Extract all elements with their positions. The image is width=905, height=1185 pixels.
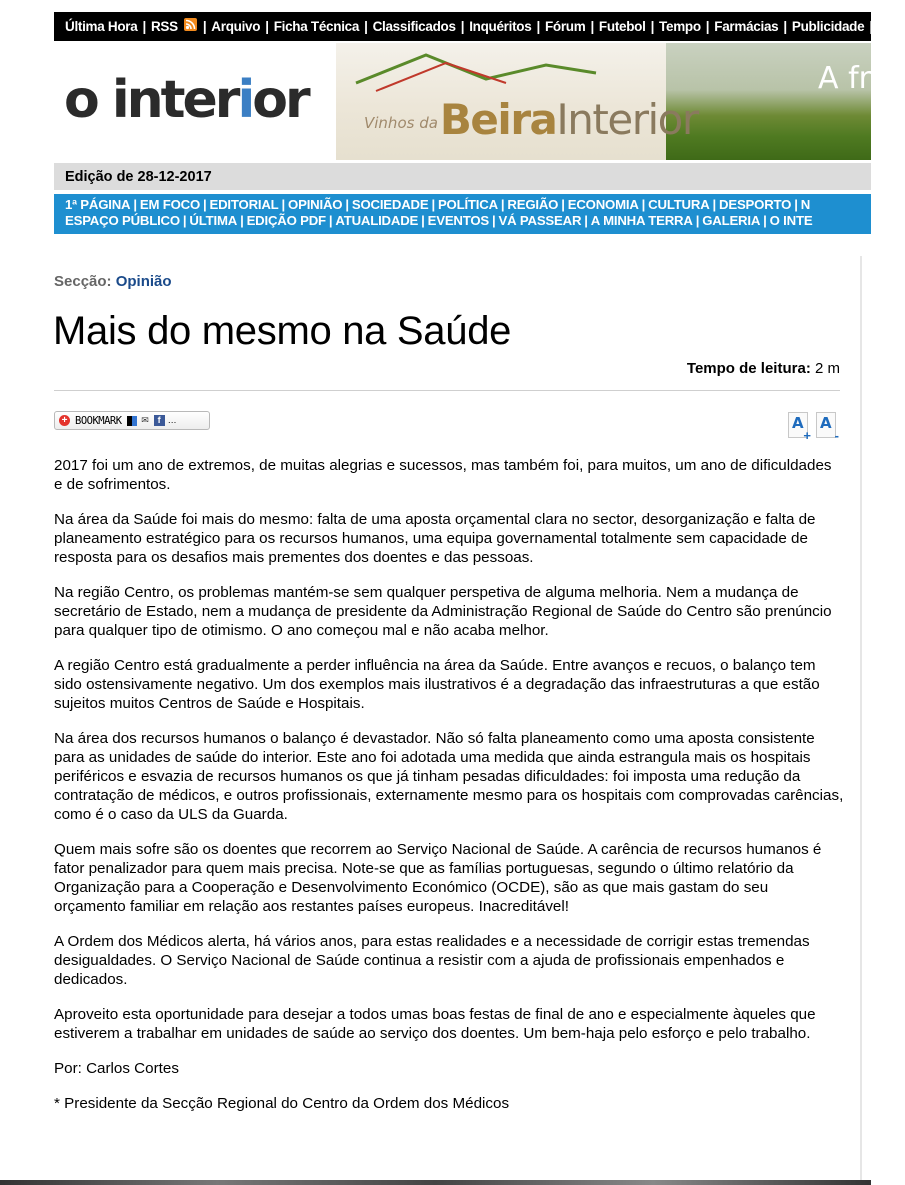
top-nav-item[interactable]: Inquéritos <box>469 19 532 34</box>
site-logo[interactable] <box>54 43 334 160</box>
plus-icon: + <box>803 428 811 443</box>
nav-separator: | <box>364 19 368 34</box>
section-nav-item[interactable]: 1ª PÁGINA <box>65 197 131 212</box>
nav-separator: | <box>561 197 565 212</box>
reading-time-label: Tempo de leitura: <box>686 360 811 377</box>
nav-separator: | <box>492 213 496 228</box>
section-nav-row-1 <box>65 197 810 213</box>
bookmark-button[interactable] <box>54 411 210 430</box>
edition-label: Edição de 28-12-2017 <box>65 168 212 185</box>
banner-small-text: Vinhos da <box>364 113 438 132</box>
top-navigation-bar <box>54 12 905 41</box>
plus-icon: + <box>59 415 70 426</box>
section-nav-item[interactable]: EDITORIAL <box>209 197 279 212</box>
article-paragraph: A região Centro está gradualmente a perder influência na área da Saúde. Entre avanços e recuos, o balanço tem sido ostensivamente negativo. Um dos exemplos mais ilustrativos é a degradação das infraestruturas a que estão sujeitos muitos Centros de Saúde e Hospitais. <box>54 657 820 712</box>
reading-time <box>687 360 840 377</box>
article-paragraph: A Ordem dos Médicos alerta, há vários anos, para estas realidades e a necessidade de corrigir estas tremendas desigualdades. O Serviço Nacional de Saúde continua a resistir com a ajuda de profissionais empenhados e dedicados. <box>54 933 810 988</box>
logo-text-dot: i <box>237 69 253 130</box>
top-nav-item[interactable]: Farmácias <box>714 19 779 34</box>
section-nav-item[interactable]: ATUALIDADE <box>335 213 419 228</box>
font-size-controls <box>788 412 839 443</box>
section-nav-item[interactable]: SOCIEDADE <box>351 197 429 212</box>
top-nav-item[interactable]: Fórum <box>544 19 586 34</box>
section-nav-item[interactable]: CULTURA <box>648 197 710 212</box>
nav-separator: | <box>142 19 146 34</box>
nav-separator: | <box>460 19 465 34</box>
top-nav-item[interactable]: RSS <box>150 19 178 34</box>
section-nav-item[interactable]: GALERIA <box>702 213 761 228</box>
top-nav-item[interactable]: Futebol <box>598 19 646 34</box>
top-nav-item[interactable]: New <box>877 19 905 34</box>
section-nav-item[interactable]: ÚLTIMA <box>189 213 238 228</box>
nav-separator: | <box>712 197 717 212</box>
nav-separator: | <box>431 197 435 212</box>
article-paragraph: Quem mais sofre são os doentes que recorrem ao Serviço Nacional de Saúde. A carência de recursos humanos é fator penalizador para quem mais precisa. Note-se que as famílias portuguesas, segundo o último relatório da Organização para a Cooperação e Desenvolvimento Económico (OCDE), são as que mais gastam do seu orçamento familiar em relação aos restantes países europeus. Inacreditável! <box>54 841 822 915</box>
minus-icon: - <box>834 428 839 443</box>
article-paragraph: 2017 foi um ano de extremos, de muitas alegrias e sucessos, mas também foi, para muitos, um ano de dificuldades e de sofrimentos. <box>54 457 832 493</box>
nav-separator: | <box>182 213 187 228</box>
section-nav-item[interactable]: ESPAÇO PÚBLICO <box>65 213 180 228</box>
nav-separator: | <box>500 197 505 212</box>
section-nav-item[interactable]: POLÍTICA <box>437 197 498 212</box>
content-right-border <box>860 256 862 1185</box>
title-divider <box>54 390 840 391</box>
section-nav-item[interactable]: VÁ PASSEAR <box>498 213 582 228</box>
article-paragraph: Aproveito esta oportunidade para desejar a todos umas boas festas de final de ano e especialmente àqueles que estiverem a trabalhar em unidades de saúde ao serviço dos doentes. Um bem-haja pelo esforço e pelo trabalho. <box>54 1006 816 1042</box>
nav-separator: | <box>536 19 540 34</box>
article-paragraph: Na região Centro, os problemas mantém-se sem qualquer perspetiva de alguma melhoria. Nem a mudança de secretário de Estado, nem a mudança de presidente da Administração Regional de Saúde do Centro são prenúncio para qualquer tipo de otimismo. O ano começou mal e não acaba melhor. <box>54 584 832 639</box>
nav-separator: | <box>203 197 207 212</box>
article-title: Mais do mesmo na Saúde <box>53 309 512 353</box>
bookmark-label: BOOKMARK <box>75 414 122 427</box>
section-nav-item[interactable]: REGIÃO <box>507 197 559 212</box>
section-navigation <box>54 194 871 234</box>
breadcrumb-section-link[interactable]: Opinião <box>115 273 172 290</box>
increase-font-button[interactable] <box>788 412 811 443</box>
nav-separator: | <box>133 197 137 212</box>
nav-separator: | <box>240 213 244 228</box>
nav-separator: | <box>202 19 207 34</box>
article-paragraph: Na área da Saúde foi mais do mesmo: falta de uma aposta orçamental clara no sector, desorganização e falta de planeamento estratégico para os recursos humanos, uma equipa governamental totalmente sem capacidade de resposta para os desafios mais prementes dos doentes e das pessoas. <box>54 511 816 566</box>
nav-separator: | <box>650 19 655 34</box>
logo-wordmark <box>64 70 308 130</box>
advertising-banner[interactable] <box>336 43 871 160</box>
section-nav-item[interactable]: DESPORTO <box>719 197 792 212</box>
more-icon: … <box>167 415 177 425</box>
edition-bar <box>54 163 871 190</box>
facebook-icon: f <box>154 415 165 426</box>
banner-brand <box>364 95 698 144</box>
top-nav-item[interactable]: Última Hora <box>65 19 138 34</box>
nav-separator: | <box>794 197 798 212</box>
section-nav-item[interactable]: O INTE <box>769 213 813 228</box>
section-nav-row-2 <box>65 213 812 229</box>
digg-icon: ✉ <box>141 415 149 425</box>
nav-separator: | <box>705 19 710 34</box>
font-a-icon: A <box>820 414 832 432</box>
breadcrumb-label: Secção: <box>54 273 112 290</box>
section-nav-item[interactable]: EM FOCO <box>139 197 201 212</box>
top-nav-item[interactable]: Classificados <box>372 19 456 34</box>
top-nav-item[interactable]: Arquivo <box>211 19 261 34</box>
article-paragraph: Por: Carlos Cortes <box>54 1060 179 1077</box>
nav-separator: | <box>345 197 349 212</box>
article-paragraph: * Presidente da Secção Regional do Centro da Ordem dos Médicos <box>54 1095 510 1112</box>
article-paragraph: Na área dos recursos humanos o balanço é devastador. Não só falta planeamento como uma aposta consistente para as unidades de saúde do interior. Este ano foi adotada uma medida que ainda estrangula mais os hospitais periféricos e esvazia de recursos humanos os que já tinham pesadas dificuldades: foi imposta uma redução da contratação de médicos, e outros profissionais, externamente mesmo para os hospitais com comprovadas carências, como é o caso da ULS da Guarda. <box>54 730 844 823</box>
nav-separator: | <box>783 19 787 34</box>
site-header <box>54 43 871 160</box>
banner-tagline: A fr <box>818 61 871 96</box>
nav-separator: | <box>584 213 588 228</box>
top-navigation-items <box>54 19 905 34</box>
section-nav-item[interactable]: N <box>800 197 811 212</box>
banner-brand-beira: Beira <box>439 95 557 144</box>
decrease-font-button[interactable] <box>816 412 839 443</box>
top-nav-item[interactable]: Tempo <box>659 19 701 34</box>
font-a-icon: A <box>792 414 804 432</box>
nav-separator: | <box>281 197 286 212</box>
top-nav-item[interactable]: Ficha Técnica <box>273 19 360 34</box>
section-nav-item[interactable]: EVENTOS <box>427 213 490 228</box>
logo-text-before: o inter <box>64 69 238 130</box>
nav-separator: | <box>590 19 594 34</box>
section-nav-item[interactable]: OPINIÃO <box>288 197 343 212</box>
section-nav-item[interactable]: ECONOMIA <box>567 197 639 212</box>
top-nav-item[interactable]: Publicidade <box>791 19 865 34</box>
nav-separator: | <box>763 213 767 228</box>
nav-separator: | <box>695 213 700 228</box>
nav-separator: | <box>869 19 873 34</box>
section-nav-item[interactable]: A MINHA TERRA <box>590 213 693 228</box>
logo-text-after: or <box>252 69 308 130</box>
nav-separator: | <box>641 197 646 212</box>
rss-icon[interactable] <box>184 18 197 31</box>
banner-brand-interior: Interior <box>556 95 698 144</box>
nav-separator: | <box>421 213 425 228</box>
delicious-icon <box>127 416 137 426</box>
article-body <box>54 456 844 1129</box>
breadcrumb <box>54 273 172 290</box>
section-nav-item[interactable]: EDIÇÃO PDF <box>246 213 326 228</box>
bottom-strip <box>0 1180 871 1185</box>
nav-separator: | <box>328 213 333 228</box>
share-icons <box>127 415 177 426</box>
reading-time-value: 2 m <box>814 360 840 377</box>
nav-separator: | <box>265 19 269 34</box>
